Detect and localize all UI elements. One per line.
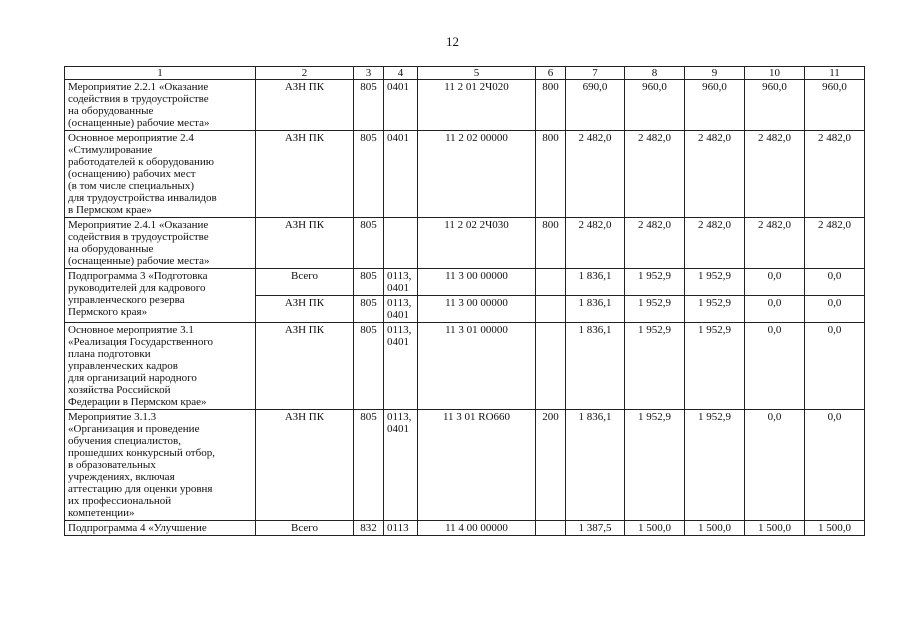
- table-row: [65, 131, 865, 218]
- executor-cell: АЗН ПК: [256, 218, 354, 269]
- column-header: 7: [566, 67, 625, 80]
- value-cell: 0,0: [805, 410, 865, 521]
- value-cell: 960,0: [805, 80, 865, 131]
- csr-cell: 11 3 01 00000: [418, 323, 536, 410]
- executor-cell: АЗН ПК: [256, 323, 354, 410]
- value-cell: 1 500,0: [685, 521, 745, 536]
- executor-cell: АЗН ПК: [256, 80, 354, 131]
- section-cell: 0113: [384, 521, 418, 536]
- value-cell: 1 836,1: [566, 296, 625, 323]
- value-cell: 2 482,0: [566, 218, 625, 269]
- value-cell: 0,0: [745, 269, 805, 296]
- table-row: [65, 218, 865, 269]
- value-cell: 0,0: [805, 296, 865, 323]
- value-cell: 1 952,9: [685, 269, 745, 296]
- measure-name: Мероприятие 2.4.1 «Оказание содействия в трудоустройстве на оборудованные (оснащенные) рабочие места»: [65, 218, 256, 269]
- executor-cell: АЗН ПК: [256, 296, 354, 323]
- column-header: 10: [745, 67, 805, 80]
- table-row: [65, 521, 865, 536]
- section-cell: [384, 218, 418, 269]
- table-row: [65, 269, 865, 296]
- value-cell: 690,0: [566, 80, 625, 131]
- value-cell: 0,0: [805, 269, 865, 296]
- value-cell: 2 482,0: [685, 218, 745, 269]
- value-cell: 2 482,0: [805, 131, 865, 218]
- measure-name: Мероприятие 2.2.1 «Оказание содействия в трудоустройстве на оборудованные (оснащенные) рабочие места»: [65, 80, 256, 131]
- vr-cell: 200: [536, 410, 566, 521]
- section-cell: 0113, 0401: [384, 323, 418, 410]
- measure-name: Основное мероприятие 3.1 «Реализация Государственного плана подготовки управленческих кадров для организаций народного хозяйства Российской Федерации в Пермском крае»: [65, 323, 256, 410]
- column-header: 8: [625, 67, 685, 80]
- csr-cell: 11 2 02 00000: [418, 131, 536, 218]
- vr-cell: [536, 323, 566, 410]
- section-cell: 0113, 0401: [384, 269, 418, 296]
- section-cell: 0401: [384, 131, 418, 218]
- value-cell: 2 482,0: [625, 131, 685, 218]
- value-cell: 0,0: [745, 296, 805, 323]
- column-header: 11: [805, 67, 865, 80]
- grbs-cell: 805: [354, 218, 384, 269]
- vr-cell: [536, 521, 566, 536]
- column-header: 3: [354, 67, 384, 80]
- value-cell: 960,0: [625, 80, 685, 131]
- value-cell: 2 482,0: [625, 218, 685, 269]
- value-cell: 1 500,0: [625, 521, 685, 536]
- table-row: [65, 80, 865, 131]
- value-cell: 2 482,0: [745, 131, 805, 218]
- table-row: [65, 323, 865, 410]
- vr-cell: [536, 269, 566, 296]
- measure-name: Подпрограмма 3 «Подготовка руководителей для кадрового управленческого резерва Пермского края»: [65, 269, 256, 323]
- csr-cell: 11 2 01 2Ч020: [418, 80, 536, 131]
- value-cell: 1 952,9: [685, 410, 745, 521]
- column-header: 9: [685, 67, 745, 80]
- measure-name: Подпрограмма 4 «Улучшение: [65, 521, 256, 536]
- vr-cell: [536, 296, 566, 323]
- csr-cell: 11 3 00 00000: [418, 296, 536, 323]
- budget-table: [64, 66, 865, 536]
- column-header: 5: [418, 67, 536, 80]
- value-cell: 960,0: [685, 80, 745, 131]
- vr-cell: 800: [536, 131, 566, 218]
- value-cell: 2 482,0: [685, 131, 745, 218]
- executor-cell: АЗН ПК: [256, 410, 354, 521]
- value-cell: 0,0: [745, 323, 805, 410]
- page-number: 12: [446, 34, 459, 49]
- value-cell: 0,0: [745, 410, 805, 521]
- section-cell: 0113, 0401: [384, 296, 418, 323]
- grbs-cell: 805: [354, 80, 384, 131]
- grbs-cell: 805: [354, 131, 384, 218]
- measure-name: Мероприятие 3.1.3 «Организация и проведение обучения специалистов, прошедших конкурсный отбор, в образовательных учреждениях, включая аттестацию для оценки уровня их профессиональной компетенции»: [65, 410, 256, 521]
- grbs-cell: 832: [354, 521, 384, 536]
- value-cell: 1 952,9: [625, 323, 685, 410]
- value-cell: 1 952,9: [685, 296, 745, 323]
- value-cell: 1 500,0: [805, 521, 865, 536]
- executor-cell: Всего: [256, 269, 354, 296]
- value-cell: 1 836,1: [566, 269, 625, 296]
- column-number-row: [65, 67, 865, 80]
- value-cell: 2 482,0: [805, 218, 865, 269]
- vr-cell: 800: [536, 218, 566, 269]
- value-cell: 1 387,5: [566, 521, 625, 536]
- section-cell: 0113, 0401: [384, 410, 418, 521]
- column-header: 4: [384, 67, 418, 80]
- grbs-cell: 805: [354, 296, 384, 323]
- measure-name: Основное мероприятие 2.4 «Стимулирование работодателей к оборудованию (оснащению) рабочих мест (в том числе специальных) для трудоустройства инвалидов в Пермском крае»: [65, 131, 256, 218]
- csr-cell: 11 4 00 00000: [418, 521, 536, 536]
- value-cell: 1 500,0: [745, 521, 805, 536]
- value-cell: 1 836,1: [566, 410, 625, 521]
- csr-cell: 11 3 00 00000: [418, 269, 536, 296]
- column-header: 1: [65, 67, 256, 80]
- value-cell: 960,0: [745, 80, 805, 131]
- section-cell: 0401: [384, 80, 418, 131]
- grbs-cell: 805: [354, 410, 384, 521]
- value-cell: 1 952,9: [625, 296, 685, 323]
- value-cell: 1 836,1: [566, 323, 625, 410]
- value-cell: 2 482,0: [745, 218, 805, 269]
- executor-cell: АЗН ПК: [256, 131, 354, 218]
- csr-cell: 11 3 01 RO660: [418, 410, 536, 521]
- column-header: 6: [536, 67, 566, 80]
- value-cell: 0,0: [805, 323, 865, 410]
- grbs-cell: 805: [354, 323, 384, 410]
- table-row: [65, 410, 865, 521]
- csr-cell: 11 2 02 2Ч030: [418, 218, 536, 269]
- value-cell: 1 952,9: [685, 323, 745, 410]
- vr-cell: 800: [536, 80, 566, 131]
- value-cell: 1 952,9: [625, 410, 685, 521]
- grbs-cell: 805: [354, 269, 384, 296]
- value-cell: 1 952,9: [625, 269, 685, 296]
- column-header: 2: [256, 67, 354, 80]
- executor-cell: Всего: [256, 521, 354, 536]
- value-cell: 2 482,0: [566, 131, 625, 218]
